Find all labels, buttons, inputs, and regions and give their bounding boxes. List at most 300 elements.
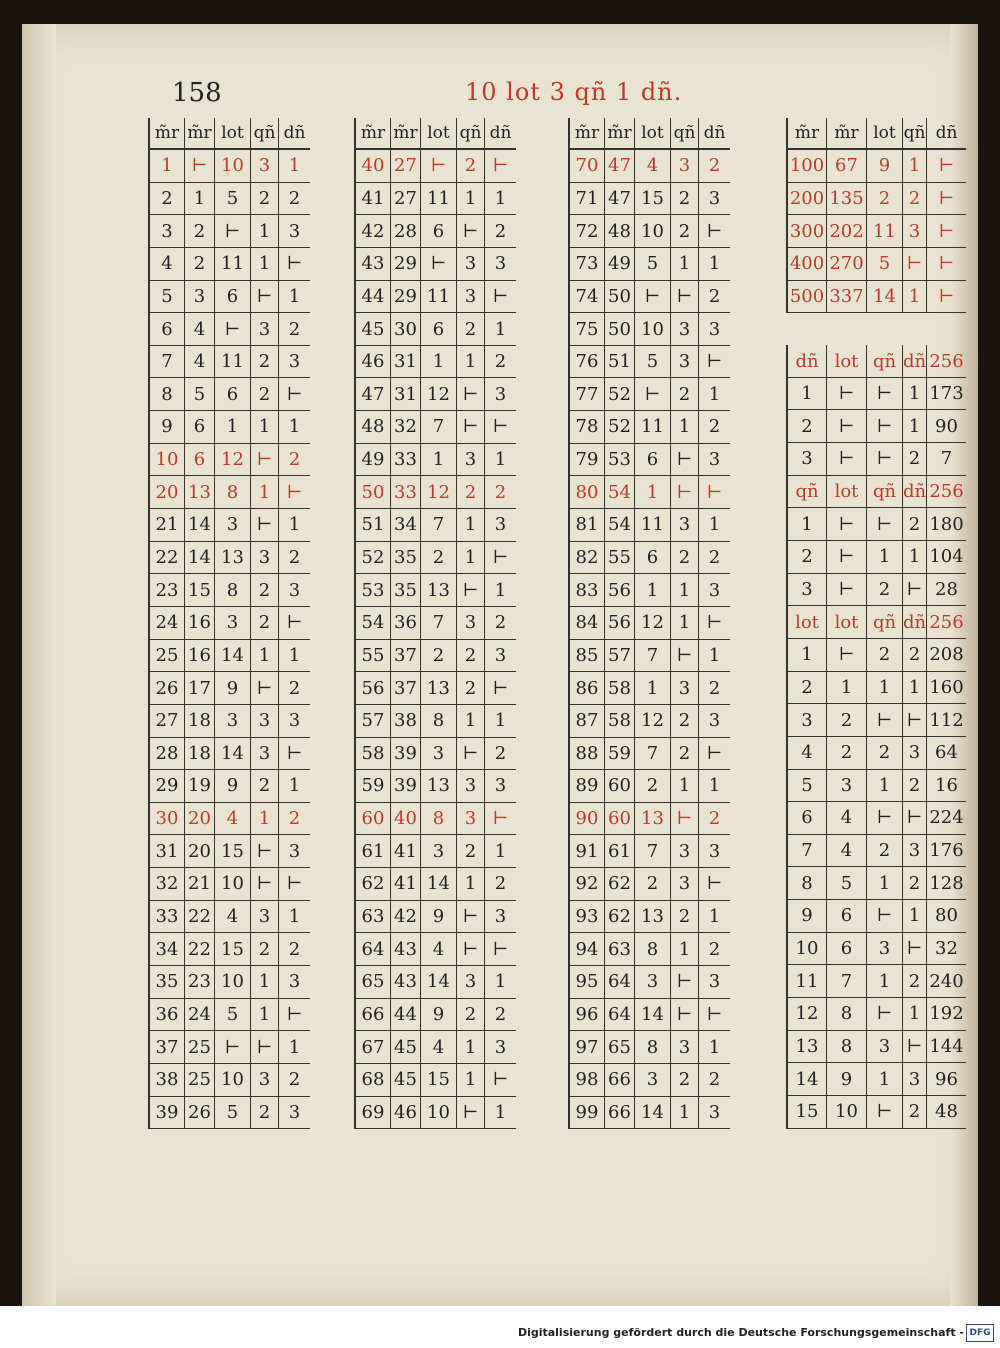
table-cell: 49 [604,248,634,280]
table-cell: 2 [420,542,456,574]
table-cell: 63 [354,901,390,933]
table-cell: 2 [902,867,926,899]
table-cell: 10 [214,150,250,182]
table-cell: 1 [484,313,516,345]
table-cell: 90 [568,803,604,835]
table-cell: 11 [214,346,250,378]
table-cell: 62 [354,868,390,900]
table-cell: 14 [420,966,456,998]
table-cell: 3 [670,313,698,345]
table-cell: 99 [568,1097,604,1129]
table-cell: ⊢ [456,933,484,965]
table-row [568,803,730,836]
table-cell: ⊢ [484,150,516,182]
table-cell: 21 [148,509,184,541]
table-cell: 92 [568,868,604,900]
table-cell: 13 [184,476,214,508]
table-cell: 14 [214,738,250,770]
table-cell: 45 [390,1064,420,1096]
table-cell: 1 [456,1064,484,1096]
table-cell: 2 [902,965,926,997]
table-cell: 7 [634,640,670,672]
table-cell: 5 [826,867,866,899]
table-cell: 9 [826,1063,866,1095]
table-cell: 8 [826,998,866,1030]
table-row [786,672,966,705]
table-cell: ⊢ [250,281,278,313]
table-row [354,574,516,607]
table-cell: 2 [866,737,902,769]
column-header [354,118,516,150]
table-cell: 11 [786,965,826,997]
table-cell: 1 [634,574,670,606]
table-cell: 1 [456,1031,484,1063]
table-cell: ⊢ [698,215,730,247]
table-cell: 2 [484,607,516,639]
table-cell: ⊢ [670,281,698,313]
table-cell: 72 [568,215,604,247]
table-cell: 42 [354,215,390,247]
table-cell: ⊢ [670,444,698,476]
table-cell: 1 [698,509,730,541]
table-cell: 3 [826,770,866,802]
table-cell: 3 [278,346,310,378]
table-cell: 3 [456,803,484,835]
table-cell: ⊢ [826,410,866,442]
table-cell: 8 [420,705,456,737]
table-row [148,868,310,901]
table-cell: 3 [278,574,310,606]
table-row [354,346,516,379]
table-cell: 11 [866,215,902,247]
table-cell: 208 [926,639,966,671]
table-cell: 27 [390,150,420,182]
table-row [786,998,966,1031]
table-cell: lot [826,606,866,638]
table-cell: 54 [354,607,390,639]
table-cell: ⊢ [250,1031,278,1063]
table-cell: 56 [354,672,390,704]
table-cell: 1 [670,248,698,280]
table-cell: 40 [354,150,390,182]
table-row [786,835,966,868]
table-cell: 87 [568,705,604,737]
table-cell: 2 [420,640,456,672]
table-cell: 1 [456,346,484,378]
table-cell: ⊢ [456,574,484,606]
table-cell: 46 [354,346,390,378]
table-cell: dñ [484,118,516,148]
table-cell: 21 [184,868,214,900]
table-row [568,672,730,705]
table-cell: 3 [214,705,250,737]
table-cell: 52 [354,542,390,574]
table-cell: 1 [634,476,670,508]
table-cell: 44 [390,999,420,1031]
table-cell: 1 [484,835,516,867]
table-cell: 8 [420,803,456,835]
table-cell: 1 [456,868,484,900]
table-cell: ⊢ [456,378,484,410]
table-cell: 3 [670,868,698,900]
table-cell: ⊢ [634,281,670,313]
table-cell: 8 [634,1031,670,1063]
table-row [568,346,730,379]
table-cell: 54 [604,509,634,541]
table-row [148,933,310,966]
table-cell: 2 [484,215,516,247]
table-row [148,1031,310,1064]
table-column-3 [568,118,730,1129]
table-cell: 28 [926,574,966,606]
table-cell: 3 [484,248,516,280]
table-cell: 2 [786,672,826,704]
table-row [568,835,730,868]
table-cell: 2 [634,868,670,900]
table-cell: 53 [604,444,634,476]
table-cell: 6 [786,802,826,834]
table-row [786,1096,966,1129]
table-row [148,509,310,542]
table-cell: 6 [420,215,456,247]
table-cell: 10 [214,1064,250,1096]
table-cell: qñ [866,606,902,638]
table-cell: ⊢ [456,738,484,770]
table-cell: 337 [826,281,866,313]
table-cell: 3 [250,705,278,737]
table-cell: 43 [390,933,420,965]
table-cell: 7 [826,965,866,997]
table-cell: 1 [278,411,310,443]
table-cell: 37 [390,672,420,704]
table-cell: 71 [568,183,604,215]
table-cell: 1 [250,248,278,280]
table-cell: 11 [634,411,670,443]
table-cell: 15 [420,1064,456,1096]
table-cell: ⊢ [484,672,516,704]
table-cell: 3 [456,248,484,280]
table-row [568,248,730,281]
table-row [148,476,310,509]
table-column-1 [148,118,310,1129]
table-cell: 1 [250,803,278,835]
table-cell: 48 [354,411,390,443]
table-cell: 11 [214,248,250,280]
table-cell: ⊢ [250,672,278,704]
table-cell: 3 [420,738,456,770]
table-row [568,215,730,248]
table-cell: 62 [604,868,634,900]
table-cell: 2 [670,901,698,933]
table-cell: 22 [184,933,214,965]
table-cell: 30 [148,803,184,835]
table-row [786,574,966,607]
table-cell: 2 [670,738,698,770]
table-cell: 69 [354,1097,390,1129]
table-cell: 16 [926,770,966,802]
table-row [568,281,730,314]
table-cell: 13 [634,803,670,835]
table-row [354,444,516,477]
table-row [786,802,966,835]
table-cell: 49 [354,444,390,476]
table-row [148,346,310,379]
table-cell: 16 [184,640,214,672]
table-cell: ⊢ [456,1097,484,1129]
table-cell: 37 [390,640,420,672]
table-cell: 26 [184,1097,214,1129]
table-row [568,999,730,1032]
table-cell: 6 [148,313,184,345]
table-cell: 1 [456,509,484,541]
table-cell: 50 [604,313,634,345]
table-cell: 78 [568,411,604,443]
table-cell: 144 [926,1031,966,1063]
table-cell: ⊢ [698,868,730,900]
table-cell: ⊢ [484,933,516,965]
table-cell: 1 [698,248,730,280]
table-cell: 2 [698,411,730,443]
table-cell: 4 [214,901,250,933]
table-cell: m̃r [604,118,634,148]
table-cell: 3 [786,574,826,606]
table-cell: 8 [148,378,184,410]
table-cell: 1 [670,607,698,639]
table-cell: dñ [786,345,826,377]
table-cell: 1 [670,574,698,606]
table-cell: 3 [278,705,310,737]
table-cell: 11 [420,281,456,313]
table-cell: 12 [634,705,670,737]
table-cell: ⊢ [698,476,730,508]
table-cell: 1 [250,215,278,247]
table-cell: 14 [634,1097,670,1129]
table-row [786,900,966,933]
table-cell: 12 [214,444,250,476]
table-cell: 2 [484,346,516,378]
table-cell: 3 [698,444,730,476]
table-cell: 70 [568,150,604,182]
table-row [148,738,310,771]
table-cell: 3 [278,966,310,998]
table-cell: 2 [250,770,278,802]
table-cell: 27 [148,705,184,737]
table-cell: 8 [786,867,826,899]
table-cell: ⊢ [926,248,966,280]
table-cell: ⊢ [214,313,250,345]
table-cell: ⊢ [826,378,866,410]
table-cell: 3 [902,215,926,247]
table-cell: 1 [698,770,730,802]
table-cell: 1 [250,640,278,672]
table-row [568,313,730,346]
table-cell: 2 [184,215,214,247]
table-cell: 1 [456,705,484,737]
table-cell: 2 [670,1064,698,1096]
table-cell: 32 [926,933,966,965]
table-cell: dñ [926,118,966,148]
table-cell: ⊢ [420,248,456,280]
table-cell: 48 [926,1096,966,1128]
table-cell: 3 [786,443,826,475]
table-cell: 2 [250,1097,278,1129]
table-cell: 18 [184,738,214,770]
table-cell: 28 [148,738,184,770]
table-row [568,1097,730,1130]
table-cell: 5 [634,248,670,280]
table-cell: 2 [250,378,278,410]
table-cell: 26 [148,672,184,704]
table-cell: 2 [866,639,902,671]
table-row [148,313,310,346]
table-cell: 2 [456,150,484,182]
table-cell: 1 [698,640,730,672]
table-row [568,150,730,183]
table-cell: 14 [866,281,902,313]
table-cell: 60 [604,803,634,835]
table-cell: 23 [184,966,214,998]
table-cell: 15 [786,1096,826,1128]
table-cell: 14 [184,542,214,574]
table-cell: 43 [354,248,390,280]
table-cell: ⊢ [826,508,866,540]
table-cell: ⊢ [926,150,966,182]
table-cell: 1 [456,542,484,574]
table-cell: 1 [902,998,926,1030]
table-cell: 61 [604,835,634,867]
table-cell: 2 [278,183,310,215]
table-cell: ⊢ [826,574,866,606]
table-cell: 4 [786,737,826,769]
table-cell: qñ [670,118,698,148]
table-row [354,1064,516,1097]
table-row [354,215,516,248]
table-cell: 50 [604,281,634,313]
table-cell: 3 [484,640,516,672]
table-cell: 17 [184,672,214,704]
table-cell: 74 [568,281,604,313]
table-cell: 79 [568,444,604,476]
table-cell: 29 [148,770,184,802]
table-cell: 3 [902,835,926,867]
table-cell: 1 [484,1097,516,1129]
table-cell: 224 [926,802,966,834]
table-cell: 15 [214,835,250,867]
table-cell: 2 [670,705,698,737]
table-cell: 5 [214,999,250,1031]
table-cell: 4 [826,835,866,867]
table-cell: 11 [634,509,670,541]
table-cell: 10 [826,1096,866,1128]
table-cell: ⊢ [698,738,730,770]
table-cell: ⊢ [214,1031,250,1063]
table-row [148,281,310,314]
table-row [148,183,310,216]
table-cell: 9 [214,770,250,802]
table-cell: qñ [866,345,902,377]
table-cell: 13 [420,672,456,704]
table-cell: qñ [456,118,484,148]
table-cell: 45 [390,1031,420,1063]
table-cell: 3 [902,737,926,769]
table-cell: 176 [926,835,966,867]
table-row [568,607,730,640]
table-cell: 3 [456,770,484,802]
table-cell: ⊢ [420,150,456,182]
table-cell: 6 [184,411,214,443]
table-cell: ⊢ [456,411,484,443]
table-cell: 57 [604,640,634,672]
table-cell: 36 [390,607,420,639]
page-gutter [22,24,56,1306]
table-row [786,248,966,281]
table-cell: 47 [604,183,634,215]
table-row [568,542,730,575]
table-cell: 5 [214,183,250,215]
table-cell: ⊢ [278,378,310,410]
table-cell: 3 [484,378,516,410]
table-cell: 64 [354,933,390,965]
table-cell: 55 [604,542,634,574]
table-cell: 2 [786,541,826,573]
table-row [148,215,310,248]
table-row [354,770,516,803]
table-cell: 59 [604,738,634,770]
table-cell: 256 [926,345,966,377]
table-row [568,640,730,673]
table-cell: 16 [184,607,214,639]
table-row [148,444,310,477]
page-number: 158 [172,78,222,108]
table-cell: 1 [866,770,902,802]
table-cell: 2 [698,672,730,704]
table-row [354,509,516,542]
table-row [786,378,966,411]
table-cell: 3 [250,901,278,933]
table-cell: 2 [902,1096,926,1128]
table-cell: ⊢ [456,901,484,933]
table-cell: ⊢ [278,738,310,770]
table-cell: 1 [250,411,278,443]
table-cell: 2 [456,476,484,508]
table-cell: 52 [604,411,634,443]
table-cell: 65 [354,966,390,998]
table-cell: ⊢ [826,443,866,475]
table-cell: 77 [568,378,604,410]
table-cell: 1 [456,183,484,215]
table-cell: ⊢ [902,933,926,965]
table-row [148,672,310,705]
table-cell: ⊢ [866,443,902,475]
table-cell: 400 [786,248,826,280]
table-row [148,901,310,934]
table-row [568,738,730,771]
table-cell: 3 [214,509,250,541]
table-row [786,215,966,248]
table-cell: 31 [390,378,420,410]
table-cell: 2 [826,737,866,769]
table-cell: 2 [866,183,902,215]
table-cell: 7 [148,346,184,378]
table-cell: dñ [698,118,730,148]
table-cell: m̃r [184,118,214,148]
table-row [786,770,966,803]
table-cell: 52 [604,378,634,410]
table-cell: ⊢ [866,378,902,410]
table-row [786,410,966,443]
table-cell: 41 [390,835,420,867]
table-cell: ⊢ [866,998,902,1030]
